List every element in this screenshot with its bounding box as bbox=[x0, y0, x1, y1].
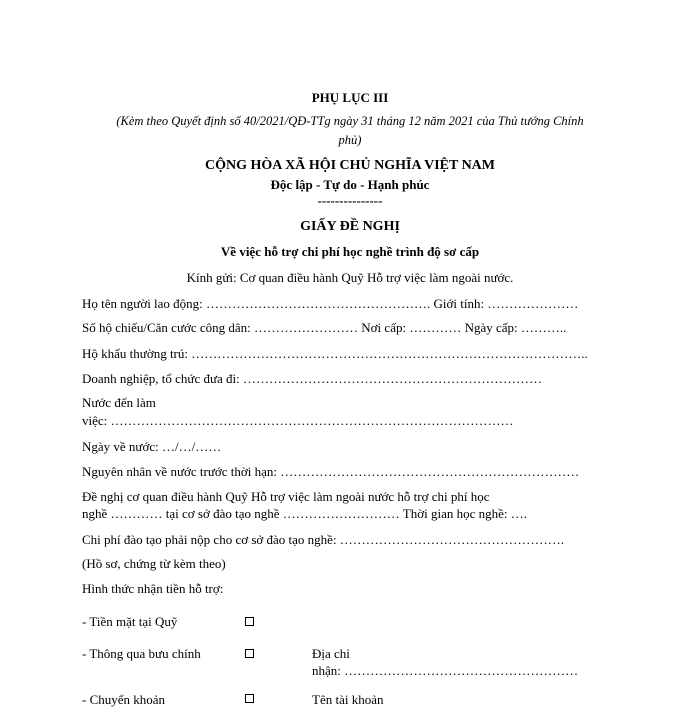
return-date-field[interactable]: Ngày về nước: …/…/…… bbox=[82, 439, 222, 454]
option-postal-label: - Thông qua bưu chính bbox=[82, 646, 201, 661]
account-name-label: Tên tài khoản bbox=[312, 692, 384, 707]
request-training-field[interactable]: nghề ………… tại cơ sở đào tạo nghề ……………………… Thời gian học nghề: …. bbox=[82, 506, 527, 521]
address-label: Địa chỉ bbox=[312, 646, 350, 661]
appendix-heading: PHỤ LỤC III bbox=[311, 90, 389, 105]
passport-field[interactable]: Số hộ chiếu/Căn cước công dân: …………………… Nơi cấp: ………… Ngày cấp: ……….. bbox=[82, 320, 567, 335]
worker-name-field[interactable]: Họ tên người lao động: ……………………………………………. Giới tính: ………………… bbox=[82, 296, 579, 311]
nation-name: CỘNG HÒA XÃ HỘI CHỦ NGHĨA VIỆT NAM bbox=[204, 158, 495, 173]
cash-checkbox[interactable] bbox=[245, 617, 254, 626]
training-cost-field[interactable]: Chi phí đào tạo phải nộp cho cơ sở đào tạo nghề: ……………………………………………. bbox=[82, 532, 565, 547]
option-transfer-label: - Chuyển khoản bbox=[82, 692, 166, 707]
address-field[interactable]: nhận: ……………………………………………… bbox=[312, 663, 579, 678]
return-reason-field[interactable]: Nguyên nhân về nước trước thời hạn: …………………………………………………………… bbox=[82, 464, 580, 479]
addressee-line: Kính gửi: Cơ quan điều hành Quỹ Hỗ trợ việc làm ngoài nước. bbox=[186, 270, 514, 285]
national-motto: Độc lập - Tự do - Hạnh phúc bbox=[270, 177, 430, 192]
option-cash-label: - Tiền mặt tại Quỹ bbox=[82, 614, 178, 629]
request-line1: Đề nghị cơ quan điều hành Quỹ Hỗ trợ việc làm ngoài nước hỗ trợ chi phí học bbox=[82, 489, 490, 504]
decision-reference-line1: (Kèm theo Quyết định số 40/2021/QĐ-TTg ngày 31 tháng 12 năm 2021 của Thủ tướng Chính bbox=[116, 114, 584, 128]
postal-checkbox[interactable] bbox=[245, 649, 254, 658]
decision-reference-line2: phủ) bbox=[338, 133, 362, 147]
country-field[interactable]: việc: ………………………………………………………………………………… bbox=[82, 413, 514, 428]
payment-method-label: Hình thức nhận tiền hỗ trợ: bbox=[82, 581, 224, 596]
attachments-note: (Hồ sơ, chứng từ kèm theo) bbox=[82, 556, 226, 571]
form-title: GIẤY ĐỀ NGHỊ bbox=[300, 219, 400, 234]
transfer-checkbox[interactable] bbox=[245, 694, 254, 703]
form-subtitle: Về việc hỗ trợ chi phí học nghề trình độ sơ cấp bbox=[220, 244, 480, 259]
enterprise-field[interactable]: Doanh nghiệp, tổ chức đưa đi: …………………………………………………………… bbox=[82, 371, 543, 386]
residence-field[interactable]: Hộ khẩu thường trú: ……………………………………………………………………………….. bbox=[82, 346, 588, 361]
country-label: Nước đến làm bbox=[82, 395, 156, 410]
header-separator: --------------- bbox=[317, 193, 383, 208]
